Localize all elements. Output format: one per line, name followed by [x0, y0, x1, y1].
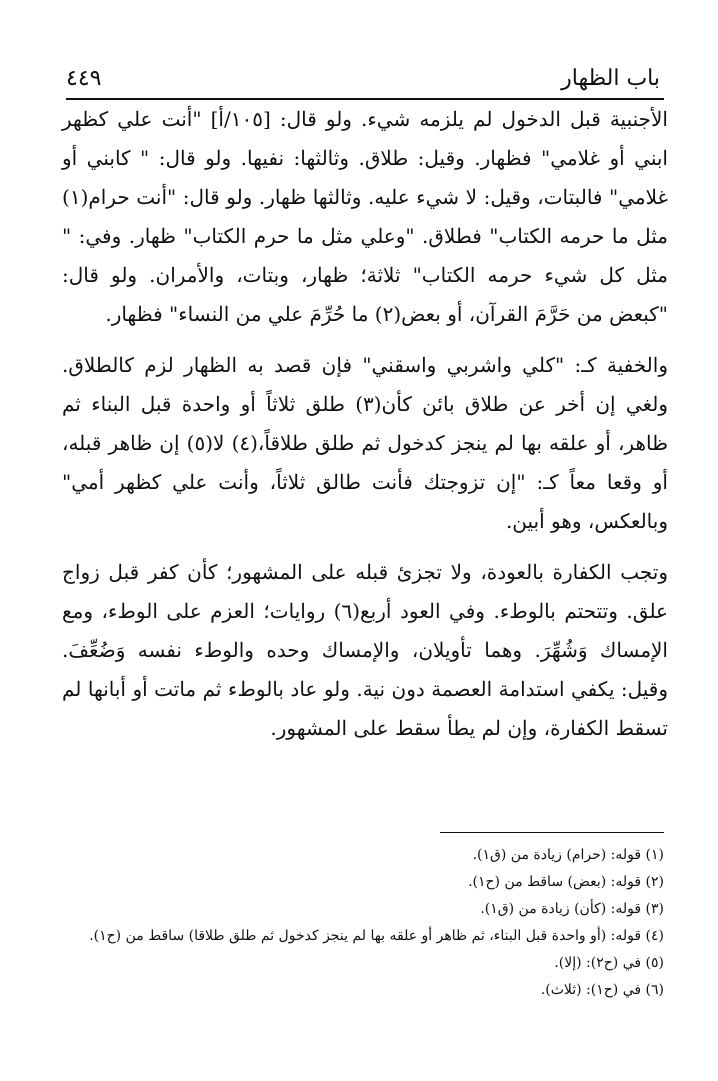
footnote-3: (٣) قوله: (كأن) زيادة من (ق١).	[480, 901, 664, 917]
footnote-4: (٤) قوله: (أو واحدة قبل البناء، ثم ظاهر أو علقه بها لم ينجز كدخول ثم طلق طلاقا) ساقط من (ح١).	[89, 928, 664, 944]
page-number: ٤٤٩	[66, 65, 102, 91]
footnote-2: (٢) قوله: (بعض) ساقط من (ح١).	[468, 874, 664, 890]
paragraph-3: وتجب الكفارة بالعودة، ولا تجزئ قبله على المشهور؛ كأن كفر قبل زواج علق. وتتحتم بالوطء. وفي العود أربع(٦) روايات؛ العزم على الوطء، ومع الإمساك وَشُهِّرَ. وهما تأويلان، والإمساك وحده والوطء نفسه وَضُعِّفَ. وقيل: يكفي استدامة العصمة دون نية. ولو عاد بالوطء ثم ماتت أو أبانها لم تسقط الكفارة، وإن لم يطأ سقط على المشهور.	[62, 560, 668, 740]
chapter-title: باب الظهار	[561, 65, 660, 91]
footnote-1: (١) قوله: (حرام) زيادة من (ق١).	[472, 847, 664, 863]
paragraph-1: الأجنبية قبل الدخول لم يلزمه شيء. ولو قال: [١٠٥/أ] "أنت علي كظهر ابني أو غلامي" فظهار. وقيل: طلاق. وثالثها: نفيها. ولو قال: " كابني أو غلامي" فالبتات، وقيل: لا شيء عليه. وثالثها ظهار. ولو قال: "أنت حرام(١) مثل ما حرمه الكتاب" فطلاق. "وعلي مثل ما حرم الكتاب" ظهار. وفي: " مثل كل شيء حرمه الكتاب" ثلاثة؛ ظهار، وبتات، والأمران. ولو قال: "كبعض من حَرَّمَ القرآن، أو بعض(٢) ما حُرِّمَ علي من النساء" فظهار.	[62, 107, 668, 326]
footnote-5: (٥) في (ح٢): (إلا).	[554, 955, 664, 971]
page-header	[66, 58, 660, 98]
footnote-divider	[440, 832, 664, 833]
main-text	[62, 100, 668, 748]
paragraph-2: والخفية كـ: "كلي واشربي واسقني" فإن قصد به الظهار لزم كالطلاق. ولغي إن أخر عن طلاق بائن كأن(٣) طلق ثلاثاً أو واحدة قبل البناء ثم ظاهر، أو علقه بها لم ينجز كدخول ثم طلق طلاقاً،(٤) لا(٥) إن ظاهر قبله، أو وقعا معاً كـ: "إن تزوجتك فأنت طالق ثلاثاً، وأنت علي كظهر أمي" وبالعكس، وهو أبين.	[62, 353, 668, 533]
footnotes	[66, 842, 664, 1004]
footnote-6: (٦) في (ح١): (ثلاث).	[540, 982, 664, 998]
